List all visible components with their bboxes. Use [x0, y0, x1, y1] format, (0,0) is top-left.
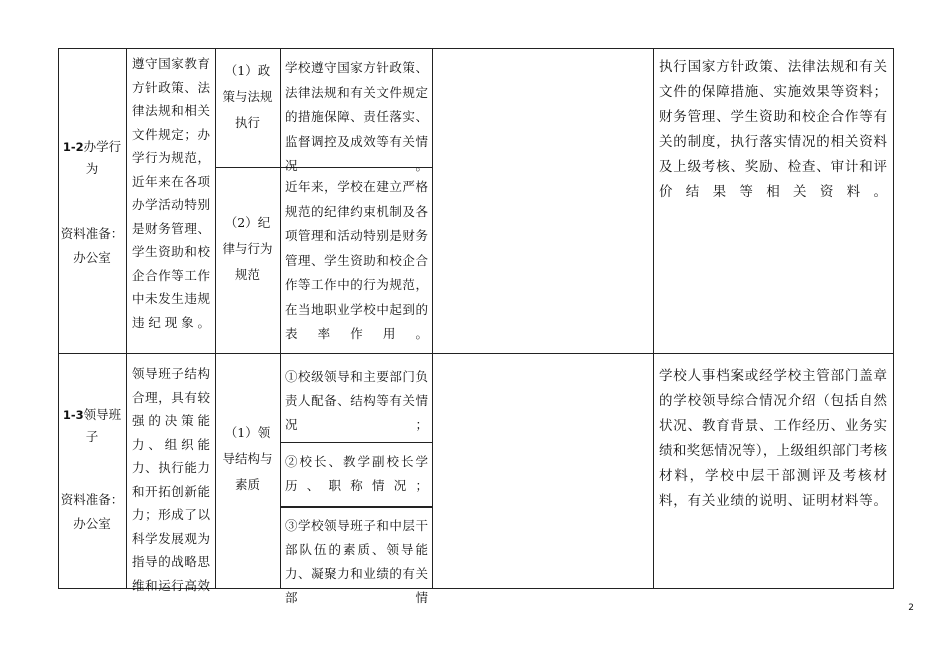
- standard-text-1-3: 领导班子结构合理，具有较强的决策能力、组织能力、执行能力和开拓创新能力；形成了以科学发展观为指导的战略思维和运行高效: [132, 366, 210, 593]
- prep-dept: 办公室: [73, 516, 111, 531]
- prep-label: 资料准备：: [60, 492, 124, 507]
- item-detail-1-3-1b: ②校长、教学副校长学历、职称情况；: [285, 454, 428, 493]
- row-title: 领导班子: [83, 407, 122, 444]
- prep-info-1-3: [60, 488, 124, 536]
- detail-divider-b: [280, 506, 433, 508]
- table-top-border: [58, 48, 893, 49]
- col-line-1: [126, 48, 127, 589]
- row-code: 1-3: [62, 408, 84, 422]
- item-detail-1-3-1a: ①校级领导和主要部门负责人配备、结构等有关情况；: [285, 369, 428, 432]
- item-detail-1-2-1: 学校遵守国家方针政策、法律法规和有关文件规定的措施保障、责任落实、监督调控及成效等有关情况。: [285, 60, 428, 173]
- materials-1-3: 学校人事档案或经学校主管部门盖章的学校领导综合情况介绍（包括自然状况、教育背景、工作经历、业务实绩和奖惩情况等），上级组织部门考核材料，学校中层干部测评及考核材料，有关业绩的说明、证明材料等。: [659, 368, 887, 509]
- item-detail-1-3-1c: ③学校领导班子和中层干部队伍的素质、领导能力、凝聚力和业绩的有关部情: [285, 518, 428, 605]
- row-title: 办学行为: [83, 139, 122, 176]
- row-divider: [58, 353, 893, 354]
- standard-text-1-2: 遵守国家教育方针政策、法律法规和相关文件规定；办学行为规范，近年来在各项办学活动特别是财务管理、学生资助和校企合作等工作中未发生违规违纪现象。: [132, 56, 210, 330]
- col-line-6: [893, 48, 894, 589]
- col-line-2: [215, 48, 216, 589]
- prep-info-1-2: [60, 222, 124, 270]
- item-label-1-3-1: （1）领导结构与素质: [222, 425, 273, 492]
- materials-1-2: 执行国家方针政策、法律法规和有关文件的保障措施、实施效果等资料；财务管理、学生资助和校企合作等有关的制度，执行落实情况的相关资料及上级考核、奖励、检查、审计和评价结果等相关资料。: [659, 59, 887, 200]
- page-number: 2: [908, 603, 914, 613]
- row-header-1-3: [60, 404, 124, 448]
- detail-divider-a: [280, 442, 433, 443]
- col-line-0: [58, 48, 59, 589]
- prep-label: 资料准备：: [60, 226, 124, 241]
- item-label-1-2-1: （1）政策与法规执行: [222, 63, 273, 130]
- item-detail-1-2-2: 近年来，学校在建立严格规范的纪律约束机制及各项管理和活动特别是财务管理、学生资助和校企合作等工作中的行为规范，在当地职业学校中起到的表率作用。: [285, 179, 428, 341]
- col-line-5: [653, 48, 654, 589]
- row-header-1-2: [60, 136, 124, 180]
- row-code: 1-2: [62, 140, 84, 154]
- prep-dept: 办公室: [73, 250, 111, 265]
- item-label-1-2-2: （2）纪律与行为规范: [222, 215, 273, 282]
